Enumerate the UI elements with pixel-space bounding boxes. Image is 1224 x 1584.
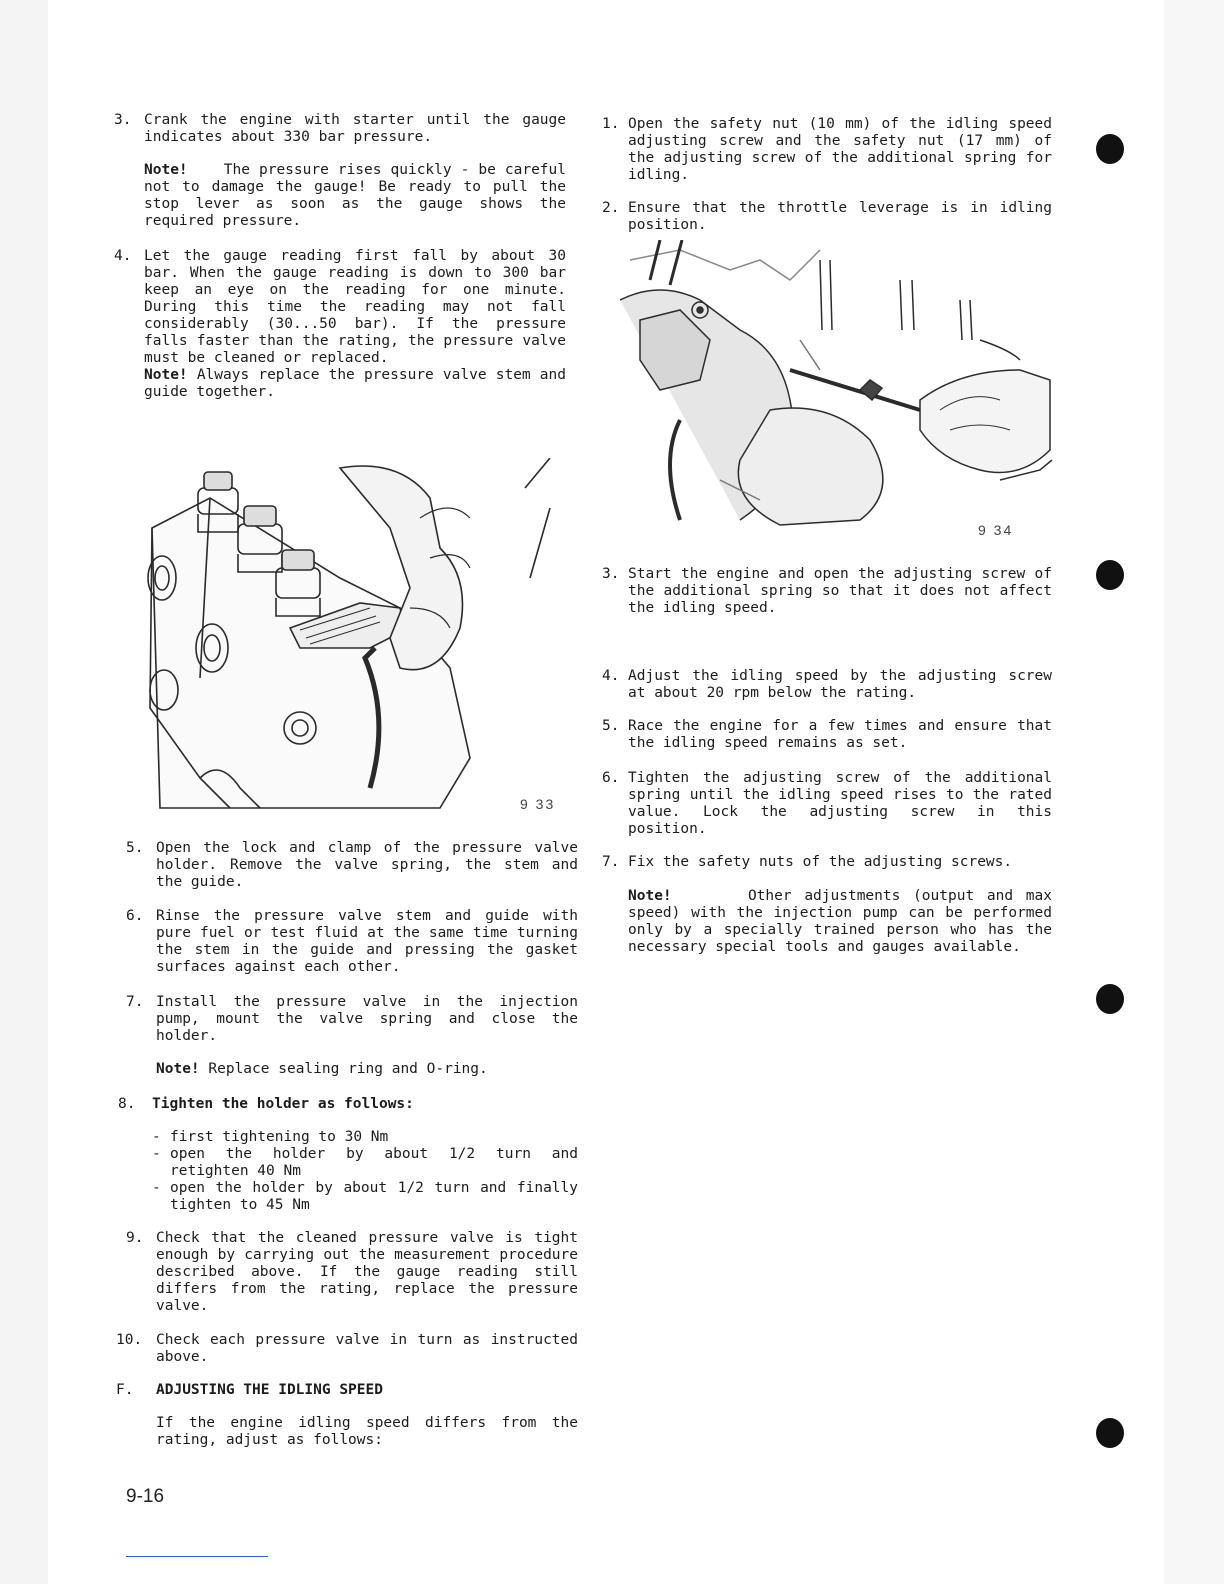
- right-step-7: [602, 854, 1052, 871]
- step-number: 7.: [602, 854, 620, 870]
- step-number: 2.: [602, 200, 620, 216]
- step-text: Open the safety nut (10 mm) of the idling speed adjusting screw and the safety nut (17 mm) of the adjusting screw of the additional spring for idling.: [628, 116, 1052, 183]
- step-text: Start the engine and open the adjusting screw of the additional spring so that it does not affect the idling speed.: [628, 566, 1052, 616]
- step-text: Ensure that the throttle leverage is in idling position.: [628, 200, 1052, 233]
- step-text: Crank the engine with starter until the gauge indicates about 330 bar pressure.: [144, 112, 566, 145]
- step-5: [126, 840, 578, 891]
- step-number: 6.: [602, 770, 620, 786]
- step-number: 5.: [602, 718, 620, 734]
- dash-item: open the holder by about 1/2 turn and retighten 40 Nm: [170, 1146, 578, 1179]
- step-number: 5.: [126, 840, 144, 856]
- scan-edge-left: [0, 0, 48, 1584]
- step-text: Check that the cleaned pressure valve is tight enough by carrying out the measurement procedure described above. If the gauge reading still differs from the rating, replace the pressure valve.: [156, 1230, 578, 1314]
- note-text: Replace sealing ring and O-ring.: [208, 1061, 488, 1077]
- note-label: Note!: [144, 367, 188, 383]
- note-label: Note!: [628, 888, 672, 904]
- step-text: Race the engine for a few times and ensure that the idling speed remains as set.: [628, 718, 1052, 751]
- step-number: 3.: [602, 566, 620, 582]
- footer-rule: [126, 1556, 268, 1557]
- step-7: [126, 994, 578, 1078]
- binder-hole: [1096, 984, 1124, 1014]
- step-6: [126, 908, 578, 976]
- step-text: Tighten the adjusting screw of the additional spring until the idling speed rises to the rated value. Lock the adjusting screw in this position.: [628, 770, 1052, 837]
- right-step-4: [602, 668, 1052, 702]
- right-step-2: [602, 200, 1052, 234]
- note-label: Note!: [156, 1061, 200, 1077]
- step-number: 4.: [114, 248, 132, 264]
- section-letter: F.: [116, 1382, 134, 1398]
- page-number: 9-16: [126, 1486, 165, 1507]
- scan-edge-right: [1164, 0, 1224, 1584]
- right-note: [628, 888, 1052, 956]
- step-text: Open the lock and clamp of the pressure valve holder. Remove the valve spring, the stem and the guide.: [156, 840, 578, 890]
- section-text: If the engine idling speed differs from the rating, adjust as follows:: [156, 1415, 578, 1448]
- right-step-5: [602, 718, 1052, 752]
- section-heading: ADJUSTING THE IDLING SPEED: [156, 1382, 383, 1398]
- step-text: Let the gauge reading first fall by about 30 bar. When the gauge reading is down to 300 bar keep an eye on the reading for one minute. During this time the reading may not fall considerably (30...50 bar). If the pressure falls faster than the rating, the pressure valve must be cleaned or replaced.: [144, 248, 566, 366]
- dash-item: first tightening to 30 Nm: [170, 1129, 389, 1145]
- right-step-3: [602, 566, 1052, 617]
- figure-idling-screw-photo: [620, 240, 1060, 530]
- binder-hole: [1096, 560, 1124, 590]
- step-3: [114, 112, 566, 230]
- step-number: 9.: [126, 1230, 144, 1246]
- right-step-6: [602, 770, 1052, 838]
- step-number: 4.: [602, 668, 620, 684]
- right-step-1: [602, 116, 1052, 184]
- figure-pressure-valve-illustration: [140, 458, 570, 818]
- step-text: Adjust the idling speed by the adjusting screw at about 20 rpm below the rating.: [628, 668, 1052, 701]
- step-number: 7.: [126, 994, 144, 1010]
- step-10: [116, 1332, 578, 1366]
- figure-label: 9 34: [978, 522, 1014, 538]
- step-heading: Tighten the holder as follows:: [152, 1096, 414, 1112]
- step-number: 3.: [114, 112, 132, 128]
- step-4: [114, 248, 566, 401]
- binder-hole: [1096, 1418, 1124, 1448]
- note-text: The pressure rises quickly - be careful not to damage the gauge! Be ready to pull the stop lever as soon as the gauge shows the required pressure.: [144, 162, 566, 229]
- step-number: 1.: [602, 116, 620, 132]
- step-text: Check each pressure valve in turn as instructed above.: [156, 1332, 578, 1365]
- step-text: Fix the safety nuts of the adjusting screws.: [628, 854, 1013, 870]
- step-8: 8. Tighten the holder as follows: - first tightening to 30 Nm - open the holder by about 1/2 turn and retighten 40 Nm - open the holder by about 1/2 turn and finally tighten to 45 Nm: [118, 1096, 578, 1213]
- step-number: 10.: [116, 1332, 143, 1348]
- note-label: Note!: [144, 162, 188, 178]
- section-f: [116, 1382, 578, 1449]
- note-text: Always replace the pressure valve stem and guide together.: [144, 367, 566, 400]
- step-text: Rinse the pressure valve stem and guide with pure fuel or test fluid at the same time turning the stem in the guide and pressing the gasket surfaces against each other.: [156, 908, 578, 975]
- step-9: [126, 1230, 578, 1315]
- binder-hole: [1096, 134, 1124, 164]
- note-text: Other adjustments (output and max speed) with the injection pump can be performed only by a specially trained person who has the necessary special tools and gauges available.: [628, 888, 1052, 955]
- figure-label: 9 33: [520, 796, 556, 812]
- dash-item: open the holder by about 1/2 turn and finally tighten to 45 Nm: [170, 1180, 578, 1213]
- step-text: Install the pressure valve in the injection pump, mount the valve spring and close the holder.: [156, 994, 578, 1044]
- step-number: 6.: [126, 908, 144, 924]
- step-number: 8.: [118, 1096, 136, 1112]
